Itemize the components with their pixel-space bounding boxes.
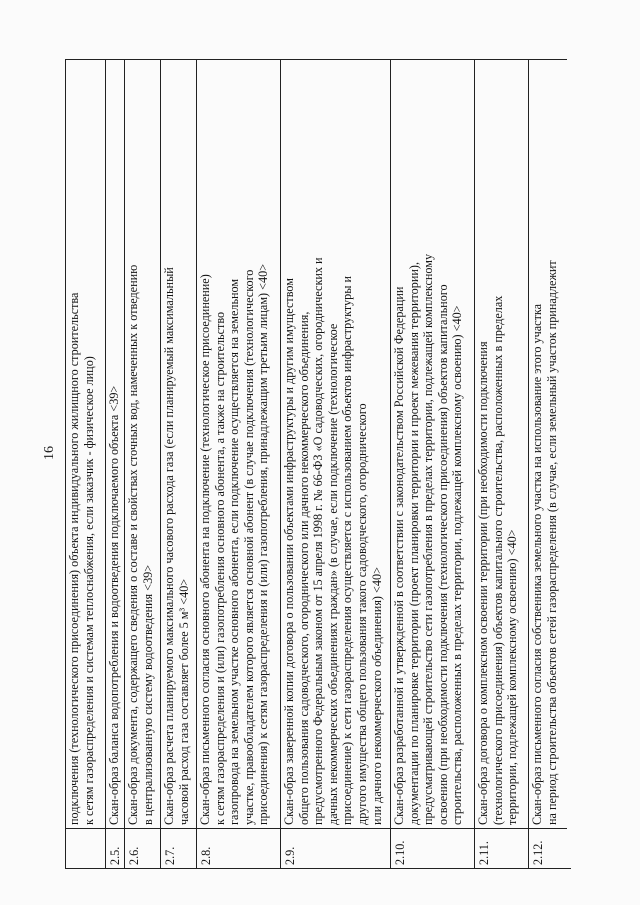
text-line: газопровода на земельном участке основного абонента, если подключение осуществляется на земельном <box>227 278 242 825</box>
text-line: освоению (при необходимости подключения (технологического присоединения) объектов капитального <box>435 284 450 825</box>
row-number: 2.10. <box>391 828 474 868</box>
text-line: Скан-образ документа, содержащего сведения о составе и свойствах сточных вод, намеченных к отведению <box>126 264 140 825</box>
text-line: территории, подлежащей комплексному освоению) <40> <box>505 529 520 825</box>
table-row <box>391 59 475 868</box>
row-number: 2.5. <box>106 828 124 868</box>
text-line: Скан-образ заверенной копии договора о пользовании объектами инфраструктуры и другим имуществом <box>282 278 296 825</box>
row-number: 2.12. <box>529 828 567 868</box>
row-number: 2.8. <box>197 828 280 868</box>
row-text <box>281 59 390 828</box>
text-line: предусмотренного Федеральным законом от 15 апреля 1998 г. № 66-ФЗ «О садоводческих, огороднических и <box>311 257 326 825</box>
row-number: 2.6. <box>125 828 160 868</box>
table-row <box>66 59 106 868</box>
text-line: Скан-образ разработанной и утвержденной в соответствии с законодательством Российской Федерации <box>392 286 406 825</box>
text-line: подключения (технологического присоединения) объекта индивидуального жилищного строительства <box>67 292 81 825</box>
text-line: Скан-образ расчета планируемого максимального часового расхода газа (если планируемый максимальный <box>162 267 176 825</box>
page-number: 16 <box>42 446 57 460</box>
row-number: 2.7. <box>161 828 196 868</box>
row-text <box>197 59 280 828</box>
text-line: (технологического присоединения) объектов капитального строительства, расположенных в пределах <box>490 295 505 825</box>
row-text <box>106 59 124 828</box>
text-line: строительства, расположенных в пределах территории, подлежащей комплексному освоению) <40> <box>450 305 465 825</box>
text-line: общего пользования садоводческого, огороднического или дачного некоммерческого объединения, <box>296 311 311 825</box>
text-line: присоединения) к сетям газораспределения и (или) газопотребления, принадлежащим третьим лицам) <40> <box>256 263 271 825</box>
row-number <box>66 828 105 868</box>
text-line: другого имущества общего пользования такого садоводческого, огороднического <box>354 403 369 825</box>
table-row <box>161 59 197 868</box>
text-line: Скан-образ письменного согласия основного абонента на подключение (технологическое присоединение) <box>198 274 212 825</box>
text-line: на период строительства объектов сетей газораспределения (в случае, если земельный участок принадлежит <box>544 260 559 825</box>
row-text <box>66 59 105 828</box>
row-text <box>529 59 567 828</box>
text-line: участке, правообладателем которого является основной абонент (в случае подключения (технологического <box>241 269 256 825</box>
table-row <box>475 59 529 868</box>
row-text <box>161 59 196 828</box>
row-number: 2.9. <box>281 828 390 868</box>
table-row <box>106 59 125 868</box>
text-line: Скан-образ договора о комплексном освоении территории (при необходимости подключения <box>476 341 490 825</box>
row-text <box>125 59 160 828</box>
text-line: часовой расход газа составляет более 5 м³ <40> <box>176 578 191 825</box>
text-line: документации по планировке территории (проект планировки территории и проект межевания территории), <box>406 262 421 825</box>
text-line: предусматривающей строительство сети газопотребления в пределах территории, подлежащей комплексному <box>421 253 436 825</box>
table-row <box>281 59 391 868</box>
text-line: в централизованную систему водоотведения <39> <box>140 564 155 825</box>
text-line: Скан-образ баланса водопотребления и водоотведения подключаемого объекта <39> <box>107 385 121 825</box>
text-line: дачных некоммерческих объединениях граждан» (в случае, если подключение (технологическое <box>325 323 340 825</box>
text-line: Скан-образ письменного согласия собственника земельного участка на использование этого участка <box>530 303 544 825</box>
row-number: 2.11. <box>475 828 528 868</box>
table-row <box>197 59 281 868</box>
table-row <box>125 59 161 868</box>
text-line: или дачного некоммерческого объединения) <40> <box>369 567 384 825</box>
table-row <box>529 59 567 868</box>
row-text <box>475 59 528 828</box>
requirements-table <box>65 59 571 869</box>
row-text <box>391 59 474 828</box>
text-line: присоединение) к сети газораспределения осуществляется с использованием объектов инфраструктуры и <box>340 276 355 825</box>
text-line: к сетям газораспределения и (или) газопотребления основного абонента, а также на строительство <box>212 311 227 825</box>
text-line: к сетям газораспределения и системам теплоснабжения, если заказчик - физическое лицо) <box>81 356 96 825</box>
